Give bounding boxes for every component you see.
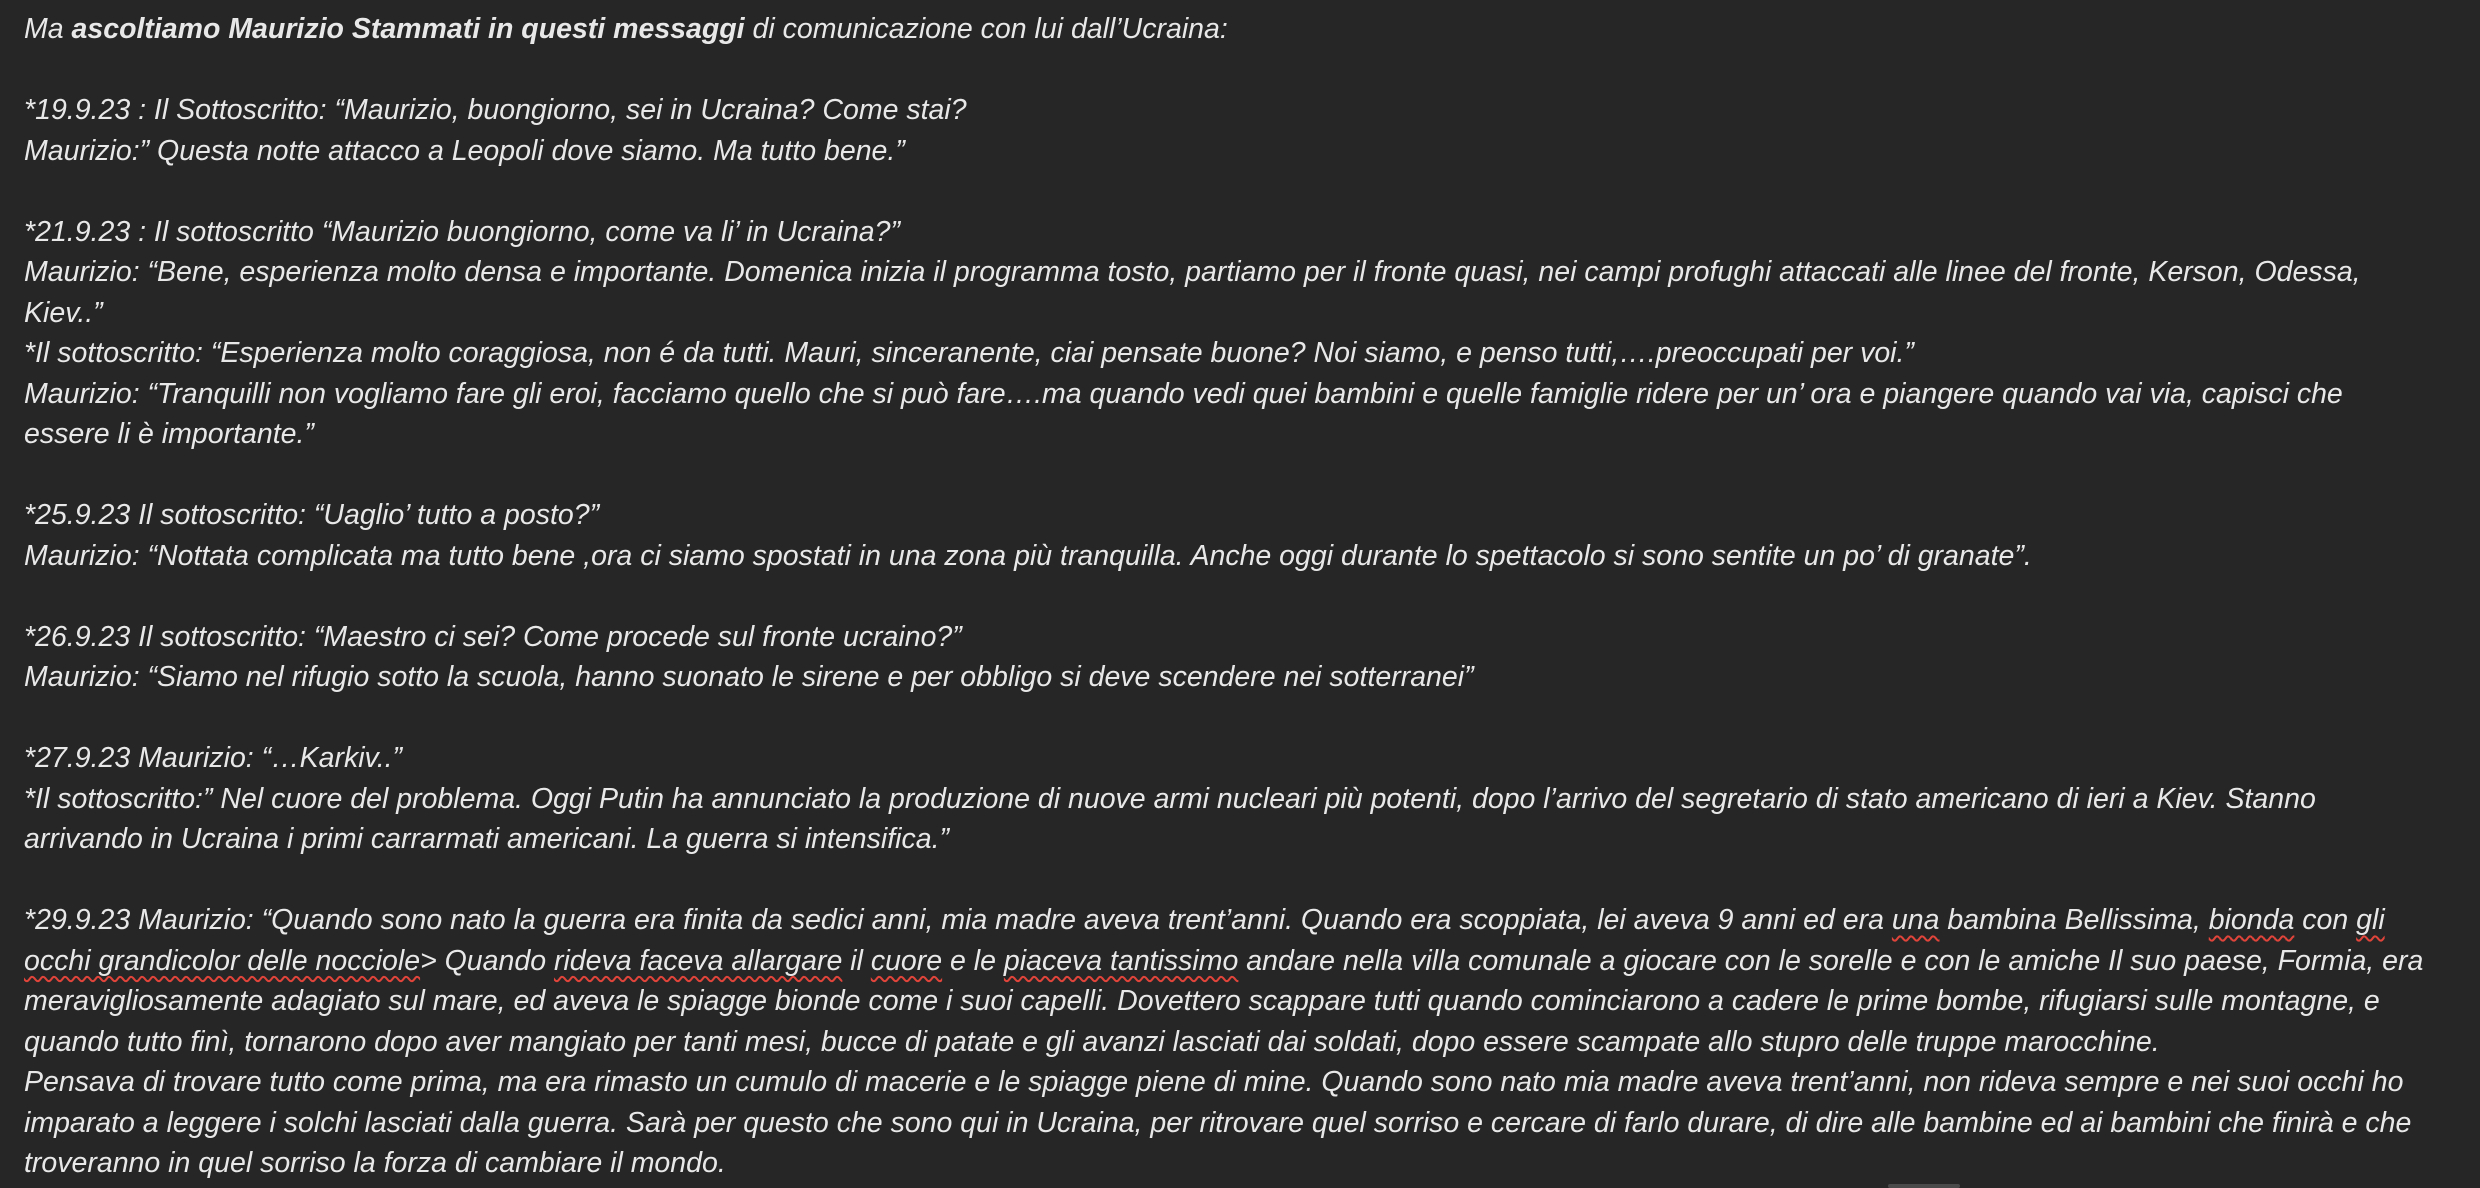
- blank-line: [24, 576, 2464, 617]
- intro-paragraph: [24, 9, 2464, 50]
- blank-line: [24, 171, 2464, 212]
- message-21-9-reply-line1: Maurizio: “Bene, esperienza molto densa e importante. Domenica inizia il programma tosto, partiamo per il fronte quasi, nei campi profughi attaccati alle linee del fronte, Kerson, Odessa,: [24, 256, 2361, 288]
- blank-line: [24, 860, 2464, 901]
- message-26-9-question: *26.9.23 Il sottoscritto: “Maestro ci sei? Come procede sul fronte ucraino?”: [24, 620, 962, 653]
- message-19-9-reply: Maurizio:” Questa notte attacco a Leopoli dove siamo. Ma tutto bene.”: [24, 134, 905, 167]
- message-19-9-question: *19.9.23 : Il Sottoscritto: “Maurizio, buongiorno, sei in Ucraina? Come stai?: [24, 94, 967, 126]
- text-run: *29.9.23 Maurizio: “Quando sono nato la guerra era finita da sedici anni, mia madre aveva trent’anni. Quando era scoppiata, lei aveva 9 anni ed era: [24, 904, 1892, 936]
- message-26-9-reply: Maurizio: “Siamo nel rifugio sotto la scuola, hanno suonato le sirene e per obbligo si deve scendere nei sotterranei”: [24, 661, 1474, 693]
- spellcheck-flagged-word[interactable]: piaceva tantissimo: [1003, 944, 1239, 977]
- spellcheck-flagged-word[interactable]: occhi grandicolor delle nocciole: [24, 944, 421, 977]
- intro-post: di comunicazione con lui dall’Ucraina:: [744, 13, 1228, 45]
- document-body[interactable]: [24, 9, 2464, 1184]
- spellcheck-flagged-word[interactable]: rideva faceva allargare: [553, 944, 843, 977]
- text-run: bambina Bellissima,: [1939, 904, 2209, 936]
- message-27-9-reply: *27.9.23 Maurizio: “…Karkiv..”: [24, 742, 403, 774]
- message-29-9-line5: Pensava di trovare tutto come prima, ma era rimasto un cumulo di macerie e le spiagge piene di mine. Quando sono nato mia madre aveva trent’anni, non rideva sempre e nei suoi occhi ho: [24, 1066, 2404, 1098]
- message-29-9-line7: troveranno in quel sorriso la forza di cambiare il mondo.: [24, 1147, 726, 1179]
- message-21-9-reply-line2: Kiev..”: [24, 296, 103, 329]
- spellcheck-flagged-word[interactable]: gli: [2356, 904, 2385, 936]
- message-27-9-comment-line2: arrivando in Ucraina i primi carrarmati americani. La guerra si intensifica.”: [24, 823, 949, 855]
- blank-line: [24, 455, 2464, 496]
- message-29-9-line2: [24, 941, 2464, 982]
- message-29-9-line6: imparato a leggere i solchi lasciati dalla guerra. Sarà per questo che sono qui in Ucraina, per ritrovare quel sorriso e cercare di farlo durare, di dire alle bambine ed ai bambini che finirà e che: [24, 1106, 2412, 1139]
- message-21-9-followup: *Il sottoscritto: “Esperienza molto coraggiosa, non é da tutti. Mauri, sinceranente, ciai pensate buone? Noi siamo, e penso tutti,….preoccupati per voi.”: [24, 337, 1914, 369]
- message-29-9-line3: meravigliosamente adagiato sul mare, ed aveva le spiagge bionde come i suoi capelli. Dovettero scappare tutti quando cominciarono a cadere le prime bombe, rifugiarsi sulle montagne, e: [24, 985, 2380, 1017]
- horizontal-scrollbar-thumb[interactable]: [1888, 1184, 1960, 1188]
- spellcheck-flagged-word[interactable]: una: [1891, 904, 1940, 936]
- message-29-9-line4: quando tutto finì, tornarono dopo aver mangiato per tanti mesi, bucce di patate e gli avanzi lasciati dai soldati, dopo essere scampate allo stupro delle truppe marocchine.: [24, 1025, 2160, 1058]
- message-29-9-line1: [24, 900, 2464, 941]
- text-run: e le: [942, 944, 1004, 977]
- intro-bold: ascoltiamo Maurizio Stammati in questi messaggi: [71, 13, 745, 45]
- message-25-9-question: *25.9.23 Il sottoscritto: “Uaglio’ tutto a posto?”: [24, 499, 600, 531]
- blank-line: [24, 698, 2464, 739]
- message-25-9-reply: Maurizio: “Nottata complicata ma tutto bene ,ora ci siamo spostati in una zona più tranquilla. Anche oggi durante lo spettacolo si sono sentite un po’ di granate”.: [24, 539, 2032, 572]
- text-run: il: [842, 944, 871, 977]
- blank-line: [24, 50, 2464, 91]
- text-run: con: [2294, 904, 2357, 936]
- spellcheck-flagged-word[interactable]: bionda: [2208, 904, 2295, 936]
- text-run: andare nella villa comunale a giocare con le sorelle e con le amiche Il suo paese, Formia, era: [1238, 944, 2424, 977]
- spellcheck-flagged-word[interactable]: cuore: [870, 944, 943, 977]
- message-21-9-question: *21.9.23 : Il sottoscritto “Maurizio buongiorno, come va li’ in Ucraina?”: [24, 215, 900, 248]
- message-27-9-comment-line1: *Il sottoscritto:” Nel cuore del problema. Oggi Putin ha annunciato la produzione di nuove armi nucleari più potenti, dopo l’arrivo del segretario di stato americano di ieri a Kiev. Stanno: [24, 782, 2316, 815]
- message-21-9-reply2-line2: essere li è importante.”: [24, 418, 314, 450]
- message-21-9-reply2-line1: Maurizio: “Tranquilli non vogliamo fare gli eroi, facciamo quello che si può fare….ma quando vedi quei bambini e quelle famiglie ridere per un’ ora e piangere quando vai via, capisci che: [24, 377, 2343, 410]
- intro-pre: Ma: [24, 13, 72, 45]
- text-run: > Quando: [420, 944, 554, 977]
